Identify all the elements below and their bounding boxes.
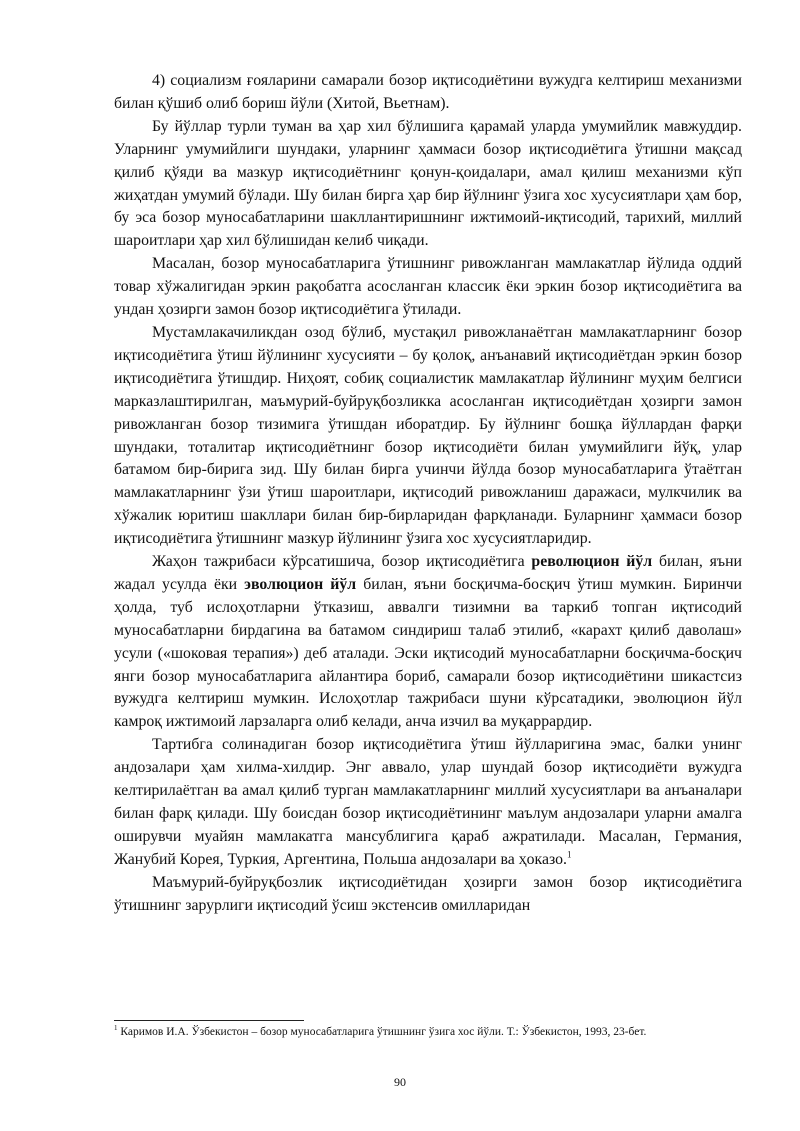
footnote-reference[interactable]: 1 [567, 849, 572, 860]
paragraph-6 [114, 734, 742, 871]
footnote-divider [114, 1020, 304, 1021]
paragraph-5-text-a: Жаҳон тажрибаси кўрсатишича, бозор иқтисодиётига [152, 553, 532, 571]
bold-term-revolutionary-path: революцион йўл [531, 553, 653, 571]
footnote [114, 1024, 742, 1041]
paragraph-5 [114, 551, 742, 734]
paragraph-1: 4) социализм ғояларини самарали бозор иқтисодиётини вужудга келтириш механизми билан қўшиб олиб бориш йўли (Хитой, Вьетнам). [114, 72, 742, 112]
paragraph-4: Мустамлакачиликдан озод бўлиб, мустақил ривожланаётган мамлакатларнинг бозор иқтисодиётига ўтиш йўлининг хусусияти – бу қолоқ, анъанавий иқтисодиётдан эркин бозор иқтисодиётига ўтишдир. Ниҳоят, собиқ социалистик мамлакатлар йўлининг муҳим белгиси марказлаштирилган, маъмурий-буйруқбозликка асосланган иқтисодиётдан ҳозирги замон ривожланган бозор тизимига ўтишдан иборатдир. Бу йўлнинг бошқа йўллардан фарқи шундаки, тоталитар иқтисодиётнинг бозор иқтисодиёти билан умумийлиги йўқ, улар батамом бир-бирига зид. Шу билан бирга учинчи йўлда бозор муносабатларига ўтаётган мамлакатларнинг ўзи ўтиш шароитлари, иқтисодий ривожланиш даражаси, мулкчилик ва хўжалик юритиш шакллари билан бир-бирларидан фарқланади. Буларнинг ҳаммаси бозор иқтисодиётига ўтишнинг мазкур йўлининг ўзига хос хусусиятларидир. [114, 323, 742, 548]
footnote-text: Каримов И.А. Ўзбекистон – бозор муносабатларига ўтишнинг ўзига хос йўли. Т.: Ўзбекистон, 1993, 23-бет. [120, 1026, 647, 1038]
paragraph-2: Бу йўллар турли туман ва ҳар хил бўлишига қарамай уларда умумийлик мавжуддир. Уларнинг умумийлиги шундаки, уларнинг ҳаммаси бозор иқтисодиётига ўтишни мақсад қилиб қўяди ва мазкур иқтисодиётнинг қонун-қоидалари, амал қилиш механизми кўп жиҳатдан умумий бўлади. Шу билан бирга ҳар бир йўлнинг ўзига хос хусусиятлари ҳам бор, бу эса бозор муносабатларини шакллантиришнинг ижтимоий-иқтисодий, тарихий, миллий шароитлари ҳар хил бўлишидан келиб чиқади. [114, 117, 742, 250]
paragraph-5-text-c: билан, яъни босқичма-босқич ўтиш мумкин. Биринчи ҳолда, туб ислоҳотларни ўтказиш, аввалги тизимни ва таркиб топган иқтисодий муносабатларни бирдагина ва батамом синдириш талаб этилиб, «карахт қилиб даволаш» усули («шоковая терапия») деб аталади. Эски иқтисодий муносабатларни босқичма-босқич янги бозор муносабатларига айлантира бориб, самарали бозор иқтисодиётини шикастсиз вужудга келтириш мумкин. Ислоҳотлар тажрибаси шуни кўрсатадики, эволюцион йўл камроқ ижтимоий ларзаларга олиб келади, анча изчил ва муқаррардир. [114, 575, 742, 731]
document-body [114, 70, 742, 918]
paragraph-6-text: Тартибга солинадиган бозор иқтисодиётига ўтиш йўлларигина эмас, балки унинг андозалари ҳам хилма-хилдир. Энг аввало, улар шундай бозор иқтисодиёти вужудга келтирилаётган ва амал қилиб турган мамлакатларнинг миллий хусусиятлари ва анъаналари билан фарқ қилади. Шу боисдан бозор иқтисодиётининг маълум андозалари уларни амалга оширувчи муайян мамлакатга мансублигига қараб ажратилади. Масалан, Германия, Жанубий Корея, Туркия, Аргентина, Польша андозалари ва ҳоказо. [114, 736, 742, 868]
paragraph-3: Масалан, бозор муносабатларига ўтишнинг ривожланган мамлакатлар йўлида оддий товар хўжалигидан эркин рақобатга асосланган классик ёки эркин бозор иқтисодиётига ва ундан ҳозирги замон бозор иқтисодиётига ўтилади. [114, 255, 742, 319]
paragraph-7: Маъмурий-буйруқбозлик иқтисодиётидан ҳозирги замон бозор иқтисодиётига ўтишнинг зарурлиги иқтисодий ўсиш экстенсив омилларидан [114, 873, 742, 914]
footnote-marker: 1 [114, 1024, 118, 1033]
bold-term-evolutionary-path: эволюцион йўл [244, 575, 357, 593]
paragraph-5-text-b: билан, яъни жадал усулда ёки [114, 553, 742, 593]
page-number: 90 [394, 1075, 406, 1089]
